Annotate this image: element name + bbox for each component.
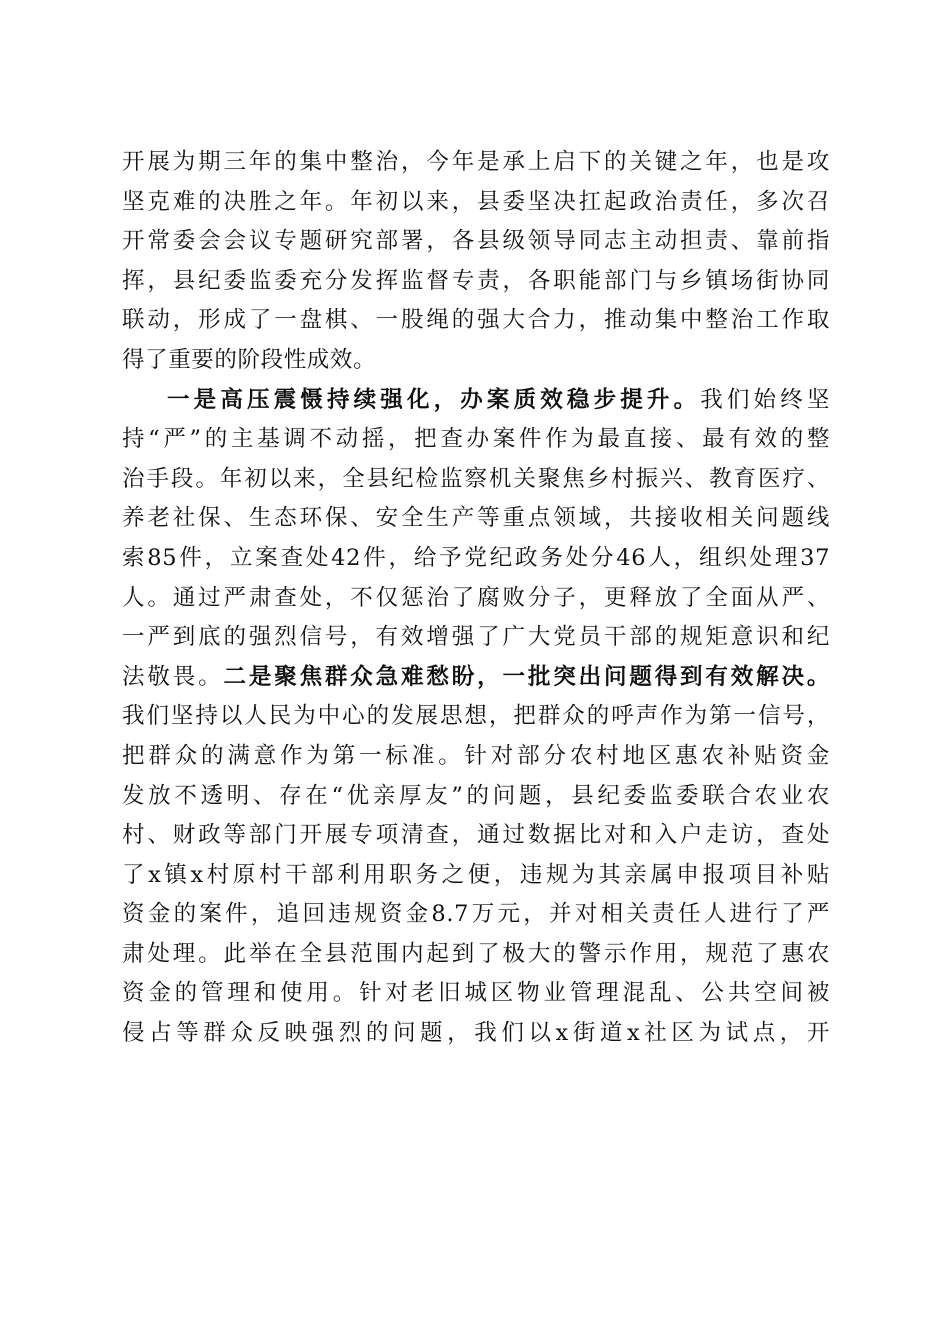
text-line: 持“严”的主基调不动摇，把查办案件作为最直接、最有效的整 — [122, 426, 830, 453]
text-line: 得了重要的阶段性成效。 — [122, 346, 377, 373]
text-line: 资金的管理和使用。针对老旧城区物业管理混乱、公共空间被 — [122, 980, 830, 1007]
text-segment: 法敬畏。 — [122, 663, 224, 690]
text-line: 一严到底的强烈信号，有效增强了广大党员干部的规矩意识和纪 — [122, 624, 830, 651]
text-line: 人。通过严肃查处，不仅惩治了腐败分子，更释放了全面从严、 — [122, 584, 830, 611]
paragraph-2 — [122, 381, 830, 1054]
text-line: 索85件，立案查处42件，给予党纪政务处分46人，组织处理37 — [122, 544, 830, 571]
text-line: 了x镇x村原村干部利用职务之便，违规为其亲属申报项目补贴 — [122, 861, 830, 888]
bold-heading-1: 一是高压震慑持续强化，办案质效稳步提升。 — [167, 386, 701, 413]
text-line: 养老社保、生态环保、安全生产等重点领域，共接收相关问题线 — [122, 505, 830, 532]
text-line: 联动，形成了一盘棋、一股绳的强大合力，推动集中整治工作取 — [122, 307, 830, 334]
text-line-lead — [122, 381, 830, 421]
text-line: 把群众的满意作为第一标准。针对部分农村地区惠农补贴资金 — [122, 742, 830, 769]
text-line: 开展为期三年的集中整治，今年是承上启下的关键之年，也是攻 — [122, 149, 830, 175]
text-line: 村、财政等部门开展专项清查，通过数据比对和入户走访，查处 — [122, 822, 830, 849]
text-segment: 我们始终坚 — [700, 386, 830, 413]
paragraph-1 — [122, 143, 830, 381]
bold-heading-2: 二是聚焦群众急难愁盼，一批突出问题得到有效解决。 — [223, 663, 830, 690]
text-line: 侵占等群众反映强烈的问题，我们以x街道x社区为试点，开 — [122, 1020, 830, 1047]
text-line-mixed — [122, 658, 830, 698]
text-line: 开常委会会议专题研究部署，各县级领导同志主动担责、靠前指 — [122, 228, 830, 255]
document-page — [122, 143, 830, 1054]
text-line: 资金的案件，追回违规资金8.7万元，并对相关责任人进行了严 — [122, 901, 830, 928]
text-line: 挥，县纪委监委充分发挥监督专责，各职能部门与乡镇场街协同 — [122, 267, 830, 294]
text-line: 坚克难的决胜之年。年初以来，县委坚决扛起政治责任，多次召 — [122, 188, 830, 215]
text-line: 我们坚持以人民为中心的发展思想，把群众的呼声作为第一信号， — [122, 703, 830, 730]
text-line: 肃处理。此举在全县范围内起到了极大的警示作用，规范了惠农 — [122, 940, 830, 967]
text-line: 治手段。年初以来，全县纪检监察机关聚焦乡村振兴、教育医疗、 — [122, 465, 830, 492]
text-line: 发放不透明、存在“优亲厚友”的问题，县纪委监委联合农业农 — [122, 782, 830, 809]
